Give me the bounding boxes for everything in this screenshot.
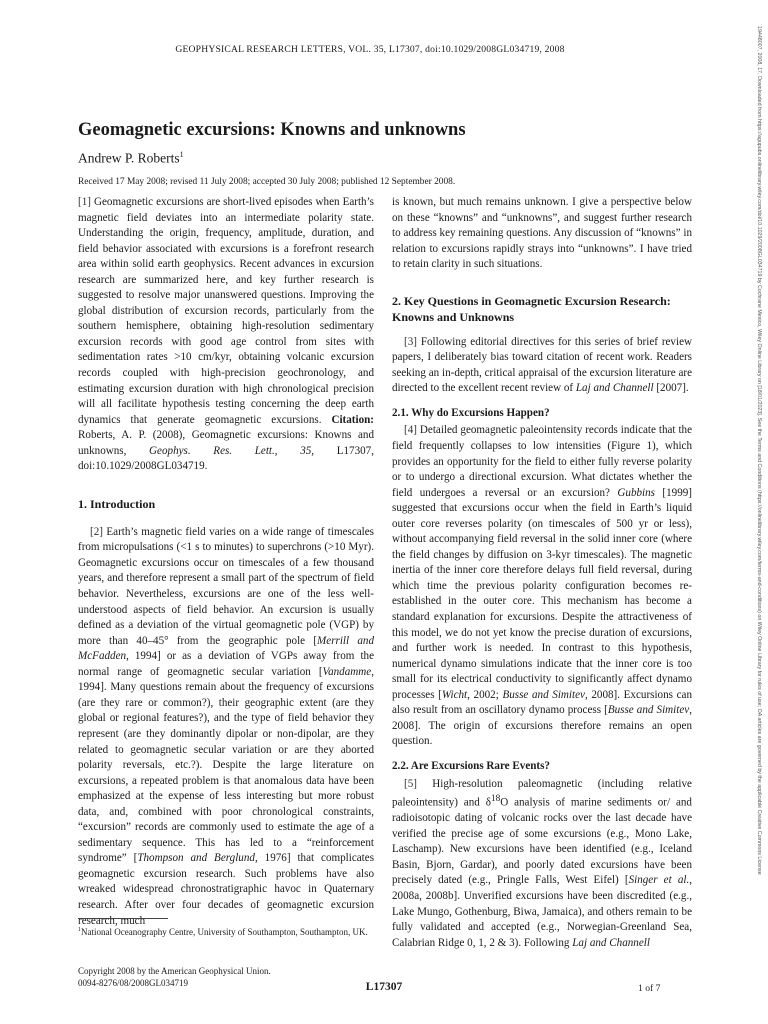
footnote-rule bbox=[78, 918, 168, 919]
citation-tail: , L17307, doi:10.1029/2008GL034719. bbox=[78, 444, 374, 473]
affiliation-mark: 1 bbox=[179, 150, 184, 159]
paragraph-5 bbox=[392, 777, 692, 952]
right-column bbox=[392, 195, 692, 951]
reference-link[interactable]: Thompson and Berglund bbox=[137, 852, 255, 865]
citation-label: Citation: bbox=[331, 413, 374, 426]
copyright-line: Copyright 2008 by the American Geophysical Union. bbox=[78, 966, 271, 976]
reference-link[interactable]: Busse and Simitev bbox=[607, 704, 690, 717]
reference-link[interactable]: Merrill and McFadden bbox=[78, 634, 374, 663]
citation-volume: 35 bbox=[300, 444, 312, 457]
issn-line: 0094-8276/08/2008GL034719 bbox=[78, 977, 188, 988]
isotope-superscript: 18 bbox=[490, 794, 501, 805]
paragraph-number: [3] bbox=[404, 335, 417, 348]
para4-text-c: , 2002; bbox=[467, 688, 503, 701]
article-title: Geomagnetic excursions: Knowns and unknowns bbox=[78, 120, 466, 140]
para2-text-c: , 1994]. Many questions remain about the frequency of excursions (are they rare or common?), their geographic extent (are they global or regional features?), and the type of field behavior they represent (are they dominantly dipolar or non-dipolar, are they related to geomagnetic secular variation or are they aborted polarity reversals, etc.?). Despite the large literature on excursions, a repeated problem is that anomalous data have been emphasized at the expense of less interesting but more robust data, and, combined with poor chronological constraints, “excursion” records are commonly used to estimate the age of a sedimentary sequence. This has led to a “reinforcement syndrome” [ bbox=[78, 665, 374, 865]
footnote-mark: 1 bbox=[78, 927, 81, 933]
download-notice: 19448007, 2008, 17, Downloaded from https://agupubs.onlinelibrary.wiley.com/doi/10.1029/2008GL034719 by Cochrane Mexico, Wiley Online Library on [18/01/2023]. See the Terms and Conditions (https://onlinelibrary.wiley.com/terms-and-conditions) on Wiley Online Library for rules of use; OA articles are governed by the applicable Creative Commons License bbox=[756, 26, 762, 875]
paragraph-number: [2] bbox=[90, 525, 103, 538]
reference-link[interactable]: Singer et al. bbox=[628, 874, 690, 887]
reference-link[interactable]: Gubbins bbox=[617, 486, 655, 499]
reference-link[interactable]: Laj and Channell bbox=[572, 936, 650, 949]
abstract-text: Geomagnetic excursions are short-lived episodes when Earth’s magnetic field deviates into an intermediate polarity state. Understanding the origin, frequency, amplitude, duration, and field behavior associated with excursions is a forefront research area within solid earth geophysics. Recent advances in excursion research are summarized here, and key further research is suggested to resolve major unanswered questions. Improving the global distribution of excursion records, particularly from the southern hemisphere, obtaining high-resolution sedimentary excursion records with good age control from sites with sedimentation rates >10 cm/kyr, obtaining volcanic excursion records coupled with high-precision geochronology, and estimating excursion duration with high chronological precision will all facilitate hypothesis testing concerning the deep earth dynamics that generate geomagnetic excursions. bbox=[78, 196, 374, 426]
paragraph-3 bbox=[392, 335, 692, 397]
footnote bbox=[78, 924, 370, 938]
download-sidebar bbox=[752, 0, 768, 1024]
paragraph-4 bbox=[392, 423, 692, 749]
author-line bbox=[78, 150, 184, 167]
section-heading-2: 2. Key Questions in Geomagnetic Excursion Research: Knowns and Unknowns bbox=[392, 293, 671, 324]
reference-link[interactable]: Wicht bbox=[441, 688, 468, 701]
para5-text-a: High-resolution paleomagnetic (including relative paleointensity) and δ bbox=[392, 777, 692, 809]
citation-journal: Geophys. Res. Lett. bbox=[149, 444, 275, 457]
paragraph-number: [5] bbox=[404, 777, 417, 790]
reference-link[interactable]: Laj and Channell bbox=[575, 382, 654, 395]
paragraph-2 bbox=[78, 525, 374, 929]
para3-text-a: Following editorial directives for this series of brief review papers, I deliberately bias toward citation of recent work. Readers seeking an in-depth, critical appraisal of the excursion literature are directed to the excellent recent review of bbox=[392, 335, 693, 395]
intro-continued: is known, but much remains unknown. I give a perspective below on these “knowns” and “unknowns”, and suggest further research to address key remaining questions. Any discussion of “knowns” in relation to excursions rapidly strays into “unknowns”. I have tried to retain clarity in such situations. bbox=[392, 196, 692, 271]
reference-link[interactable]: Vandamme bbox=[322, 665, 372, 678]
received-dates: Received 17 May 2008; revised 11 July 2008; accepted 30 July 2008; published 12 September 2008. bbox=[78, 177, 456, 187]
para5-text-b: O analysis of marine sediments or/ and radioisotopic dating of volcanic rocks over the last decade have verified the precise age of some excursions (e.g., Mono Lake, Laschamp). New excursions have been identified (e.g., Iceland Basin, Bjorn, Gardar), and poorly dated excursions have been precisely dated (e.g., Pringle Falls, West Eifel) [ bbox=[392, 796, 692, 887]
paragraph-number: [4] bbox=[404, 424, 417, 437]
subsection-heading-2-2: 2.2. Are Excursions Rare Events? bbox=[392, 759, 550, 772]
running-head: GEOPHYSICAL RESEARCH LETTERS, VOL. 35, L17307, doi:10.1029/2008GL034719, 2008 bbox=[175, 44, 565, 55]
para4-text-a: Detailed geomagnetic paleointensity records indicate that the field frequently collapses to low intensities (Figure 1), which provides an opportunity for the field to either fully reverse polarity or to undergo a directional excursion. What dictates whether the field undergoes a reversal or an excursion? bbox=[392, 424, 692, 499]
para4-text-b: [1999] suggested that excursions occur when the field in Earth’s liquid outer core reverses polarity (on timescales of 500 yr or less), without accompanying field reversal in the solid inner core (where the field changes by diffusion on 3-kyr timescales). The magnetic inertia of the inner core therefore delays full field reversal, during which time the previous polarity configuration becomes re-established in the outer core. This mechanism has become a standard explanation for excursions. Despite the attractiveness of this model, we do not yet know the precise duration of excursions, and further work is needed. In contrast to this hypothesis, numerical dynamo simulations indicate that the inner core is too small for its electrical conductivity to significantly affect dynamo processes [ bbox=[392, 486, 692, 701]
left-column bbox=[78, 195, 374, 929]
reference-link[interactable]: Busse and Simitev bbox=[502, 688, 585, 701]
paragraph-number: [1] bbox=[78, 196, 91, 208]
citation-text: Roberts, A. P. (2008), Geomagnetic excursions: Knowns and unknowns, bbox=[78, 429, 374, 457]
section-heading-introduction: 1. Introduction bbox=[78, 496, 156, 511]
para2-text-a: Earth’s magnetic field varies on a wide range of timescales from micropulsations (<1 s to minutes) to superchrons (>10 Myr). Geomagnetic excursions occur on timescales of a few thousand years, and therefore represent a small part of the spectrum of field behavior. Nevertheless, excursions are one of the less well-understood aspects of field behavior. An excursion is usually defined as a deviation of the virtual geomagnetic pole (VGP) by more than 40–45° from the geographic pole [ bbox=[78, 525, 374, 647]
abstract: [1] Geomagnetic excursions are short-lived episodes when Earth’s magnetic field deviates into an intermediate polarity state. Understanding the origin, frequency, amplitude, duration, and field behavior associated with excursions is a forefront research area within solid earth geophysics. Recent advances in excursion research are summarized here, and key further research is suggested to resolve major unanswered questions. Improving the global distribution of excursion records, particularly from the southern hemisphere, obtaining high-resolution sedimentary excursion records with good age control from sites with sedimentation rates >10 cm/kyr, obtaining volcanic excursion records coupled with high-precision geochronology, and estimating excursion duration with high chronological precision will all facilitate hypothesis testing concerning the deep earth dynamics that generate geomagnetic excursions. Citation: Roberts, A. P. (2008), Geomagnetic excursions: Knowns and unknowns, Geophys. Res. Lett., 35, L17307, doi:10.1029/2008GL034719. bbox=[78, 196, 374, 473]
para2-text-d: , 1976] that complicates geomagnetic excursion research. Such problems have also wreaked widespread chronostratigraphic havoc in Quaternary research. After over four decades of geomagnetic excursion research, much bbox=[78, 852, 375, 927]
page-number: 1 of 7 bbox=[638, 983, 661, 994]
author-name: Andrew P. Roberts bbox=[78, 150, 180, 166]
subsection-heading-2-1: 2.1. Why do Excursions Happen? bbox=[392, 406, 550, 419]
article-id-footer: L17307 bbox=[365, 981, 403, 993]
para5-text-c: , 2008a, 2008b]. Unverified excursions have been discredited (e.g., Lake Mungo, Gothenburg, Biwa, Jamaica), and others remain to be fully validated and accepted (e.g., Norwegian-Greenland Sea, Calabrian Ridge 0, 1, 2 & 3). Following bbox=[392, 874, 693, 949]
para4-text-e: , 2008]. The origin of excursions therefore remains an open question. bbox=[392, 704, 692, 748]
para3-text-b: [2007]. bbox=[653, 382, 689, 395]
footnote-text: National Oceanography Centre, University of Southampton, Southampton, UK. bbox=[81, 927, 368, 937]
para4-text-d: , 2008]. Excursions can also result from an oscillatory dynamo process [ bbox=[392, 688, 692, 717]
para2-text-b: , 1994] or as a deviation of VGPs away from the normal range of geomagnetic secular variation [ bbox=[78, 650, 374, 678]
